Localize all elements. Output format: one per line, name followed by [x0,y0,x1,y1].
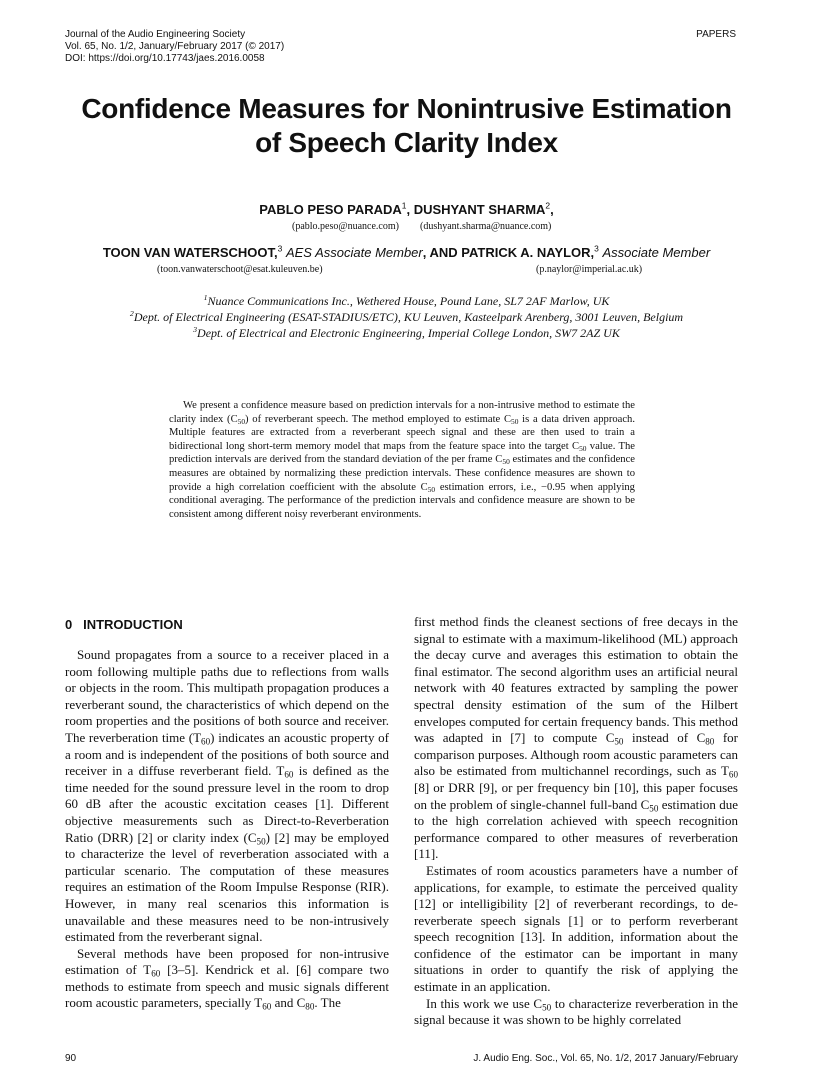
paragraph: first method finds the cleanest sections of free decays in the signal to estimate with a maximum-likelihood (ML) approach the decay curve and averages this estimation to obtain the final estimator. The second algorithm uses an artificial neural network with 40 features extracted by sampling the power spectral density estimation of the sum of the Hilbert envelopes computed for certain frequency bands. This method was adapted in [7] to compute $C_{50}$ instead of $C_{80}$ for comparison purposes. Although room acoustic parameters can also be estimated from multichannel recordings, such as $T_{60}$ [8] or DRR [9], or per frequency bin [10], this paper focuses on the problem of single-channel full-band $C_{50}$ estimation due to the high correlation achieved with speech recognition performance compared to other measures of reverberation [11]. [414,614,738,862]
affiliation-line: $^3$Dept. of Electrical and Electronic Engineering, Imperial College London, SW7 2AZ UK [193,325,620,340]
paragraph: Sound propagates from a source to a receiver placed in a room following multiple paths due to reflections from walls or objects in the room. This multipath propagation produces a reverberant sound, the characteristics of which depend on the room properties and the positions of both source and receiver. The reverberation time $(T_{60})$ indicates an acoustic property of a room and is independent of the positions of both source and receiver in a diffuse reverberant field. $T_{60}$ is defined as the time needed for the sound pressure level in the room to drop 60 dB after the acoustic excitation ceases [1]. Different objective measurements such as Direct-to-Reverberation Ratio (DRR) [2] or clarity index $(C_{50})$ [2] may be employed to characterize the level of reverberation associated with a particular scenario. The computation of these measures requires an estimation of the Room Impulse Response (RIR). However, in many real scenarios this information is unavailable and these measures need to be non-intrusively estimated from the reverberant signal. [65,647,389,945]
author-affil-sup: 2 [545,200,551,211]
author-affil-sup: 1 [401,200,407,211]
body-column-left [65,614,389,1012]
author-role: AES Associate Member [285,245,423,260]
abstract: We present a confidence measure based on prediction intervals for a non-intrusive method to estimate the clarity index $(C_{50})$ of reverberant speech. The method employed to estimate $C_{50}$ is a data driven approach. Multiple features are extracted from a reverberant speech signal and these are then used to train a bidirectional long short-term memory model that maps from the feature space into the target $C_{50}$ value. The prediction intervals are derived from the standard deviation of the per frame $C_{50}$ estimates and the confidence measures are obtained by normalizing these prediction intervals. These confidence measures are shown to provide a high correlation coefficient with the absolute $C_{50}$ estimation errors, i.e., −0.95 when applying conditional averaging. The performance of the prediction intervals and confidence measure are shown to be consistent among different noisy reverberant environments. [169,400,636,520]
journal-header [65,29,284,65]
authors-row-2 [0,245,813,260]
author-name: DUSHYANT SHARMA [413,202,546,217]
affiliations [0,293,813,341]
author-email[interactable]: (dushyant.sharma@nuance.com) [420,221,552,232]
paragraph: Several methods have been proposed for non-intrusive estimation of $T_{60}$ [3–5]. Kendrick et al. [6] compare two methods to estimate from speech and music signals different room acoustic parameters, specially $T_{60}$ and $C_{80}$. The [65,945,389,1012]
paragraph: Estimates of room acoustics parameters have a number of applications, for example, to estimate the perceived quality [12] or intelligibility [2] of reverberant recordings, to de-reverberate speech signals [1] or to perform reverberant speech recognition [13]. In addition, information about the confidence of the estimator can be important in many situations in order to quantify the risk of applying the estimate in an application. [414,862,738,995]
authors-row-1: PABLO PESO PARADA$^1$, DUSHYANT SHARMA$^2$, [259,200,554,217]
title-line-2: of Speech Clarity Index [255,127,558,158]
author-name: PABLO PESO PARADA [259,202,402,217]
journal-volume: Vol. 65, No. 1/2, January/February 2017 (© 2017) [65,41,285,52]
author-name: TOON VAN WATERSCHOOT, [102,245,278,260]
author-email[interactable]: (pablo.peso@nuance.com) [292,221,399,232]
section-label: PAPERS [696,29,736,40]
author-name: , AND PATRICK A. NAYLOR, [422,245,595,260]
paper-title [0,92,813,160]
doi-link[interactable]: DOI: https://doi.org/10.17743/jaes.2016.0058 [65,53,265,64]
author-email[interactable]: (toon.vanwaterschoot@esat.kuleuven.be) [157,264,323,275]
title-line-1: Confidence Measures for Nonintrusive Estimation [81,93,732,124]
journal-name: Journal of the Audio Engineering Society [65,29,246,40]
page-number: 90 [65,1053,77,1064]
author-email[interactable]: (p.naylor@imperial.ac.uk) [536,264,643,275]
body-column-right [414,614,738,1029]
paragraph: In this work we use $C_{50}$ to characterize reverberation in the signal because it was shown to be highly correlated [414,995,738,1028]
author-affil-sup: 3 [277,243,283,254]
author-role: Associate Member [602,245,711,260]
affiliation-line: $^1$Nuance Communications Inc., Wethered House, Pound Lane, SL7 2AF Marlow, UK [203,293,610,308]
affiliation-line: $^2$Dept. of Electrical Engineering (ESAT-STADIUS/ETC), KU Leuven, Kasteelpark Arenberg, 3001 Leuven, Belgium [129,309,684,324]
footer-citation: J. Audio Eng. Soc., Vol. 65, No. 1/2, 2017 January/February [473,1053,738,1064]
section-heading: 0 INTRODUCTION [65,617,183,632]
author-affil-sup: 3 [594,243,599,254]
